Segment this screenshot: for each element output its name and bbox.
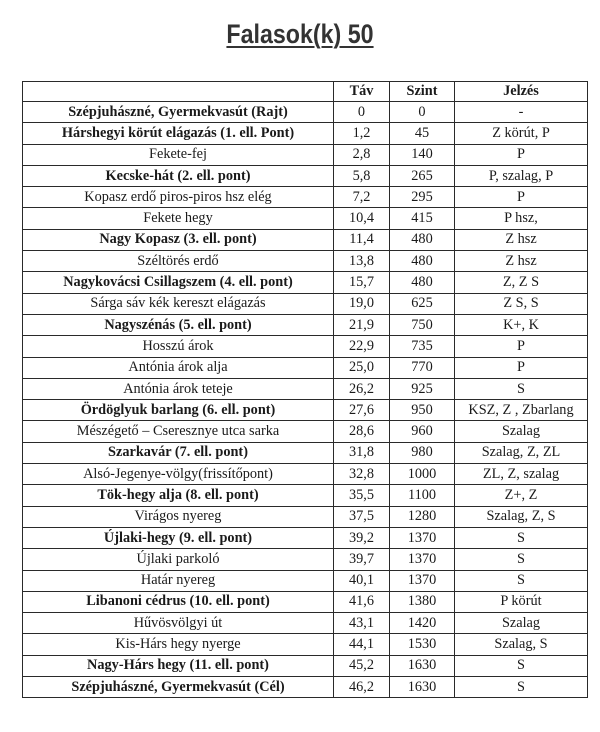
table-row xyxy=(23,378,588,399)
trail-marking-cell: P körút xyxy=(455,591,588,612)
checkpoint-name-cell: Antónia árok teteje xyxy=(23,378,334,399)
trail-marking-cell: S xyxy=(455,677,588,698)
distance-cell: 5,8 xyxy=(334,165,390,186)
checkpoint-name-cell: Antónia árok alja xyxy=(23,357,334,378)
table-row xyxy=(23,400,588,421)
table-row xyxy=(23,272,588,293)
elevation-cell: 140 xyxy=(390,144,455,165)
distance-cell: 2,8 xyxy=(334,144,390,165)
trail-marking-cell: Z hsz xyxy=(455,251,588,272)
trail-marking-cell: P xyxy=(455,336,588,357)
checkpoint-name-cell: Libanoni cédrus (10. ell. pont) xyxy=(23,591,334,612)
elevation-cell: 980 xyxy=(390,442,455,463)
checkpoint-name-cell: Kis-Hárs hegy nyerge xyxy=(23,634,334,655)
trail-marking-cell: Szalag, Z, ZL xyxy=(455,442,588,463)
distance-cell: 7,2 xyxy=(334,187,390,208)
checkpoint-name-cell: Hárshegyi körút elágazás (1. ell. Pont) xyxy=(23,123,334,144)
trail-marking-cell: Z hsz xyxy=(455,229,588,250)
elevation-cell: 1530 xyxy=(390,634,455,655)
table-row xyxy=(23,485,588,506)
route-table xyxy=(22,81,588,698)
checkpoint-name-cell: Tök-hegy alja (8. ell. pont) xyxy=(23,485,334,506)
elevation-cell: 950 xyxy=(390,400,455,421)
table-row xyxy=(23,102,588,123)
elevation-cell: 480 xyxy=(390,272,455,293)
distance-cell: 43,1 xyxy=(334,613,390,634)
distance-cell: 32,8 xyxy=(334,464,390,485)
distance-cell: 35,5 xyxy=(334,485,390,506)
elevation-cell: 1380 xyxy=(390,591,455,612)
checkpoint-name-cell: Nagy-Hárs hegy (11. ell. pont) xyxy=(23,655,334,676)
trail-marking-cell: Z körút, P xyxy=(455,123,588,144)
table-header-row xyxy=(23,82,588,102)
header-trail-marking: Jelzés xyxy=(455,82,588,102)
table-row xyxy=(23,677,588,698)
table-row xyxy=(23,613,588,634)
distance-cell: 0 xyxy=(334,102,390,123)
table-row xyxy=(23,208,588,229)
distance-cell: 13,8 xyxy=(334,251,390,272)
distance-cell: 37,5 xyxy=(334,506,390,527)
elevation-cell: 960 xyxy=(390,421,455,442)
checkpoint-name-cell: Hűvösvölgyi út xyxy=(23,613,334,634)
elevation-cell: 1370 xyxy=(390,549,455,570)
table-row xyxy=(23,144,588,165)
header-distance: Táv xyxy=(334,82,390,102)
elevation-cell: 1370 xyxy=(390,527,455,548)
distance-cell: 31,8 xyxy=(334,442,390,463)
trail-marking-cell: Z+, Z xyxy=(455,485,588,506)
elevation-cell: 480 xyxy=(390,229,455,250)
elevation-cell: 1100 xyxy=(390,485,455,506)
checkpoint-name-cell: Szarkavár (7. ell. pont) xyxy=(23,442,334,463)
trail-marking-cell: ZL, Z, szalag xyxy=(455,464,588,485)
trail-marking-cell: S xyxy=(455,378,588,399)
table-row xyxy=(23,123,588,144)
distance-cell: 28,6 xyxy=(334,421,390,442)
elevation-cell: 1370 xyxy=(390,570,455,591)
trail-marking-cell: Szalag, Z, S xyxy=(455,506,588,527)
distance-cell: 40,1 xyxy=(334,570,390,591)
checkpoint-name-cell: Alsó-Jegenye-völgy(frissítőpont) xyxy=(23,464,334,485)
checkpoint-name-cell: Nagy Kopasz (3. ell. pont) xyxy=(23,229,334,250)
checkpoint-name-cell: Fekete hegy xyxy=(23,208,334,229)
table-row xyxy=(23,506,588,527)
trail-marking-cell: Z, Z S xyxy=(455,272,588,293)
elevation-cell: 625 xyxy=(390,293,455,314)
trail-marking-cell: S xyxy=(455,655,588,676)
header-elevation: Szint xyxy=(390,82,455,102)
trail-marking-cell: P hsz, xyxy=(455,208,588,229)
document-title-text: Falasok(k) 50 xyxy=(226,19,374,49)
elevation-cell: 735 xyxy=(390,336,455,357)
trail-marking-cell: P xyxy=(455,357,588,378)
trail-marking-cell: S xyxy=(455,549,588,570)
trail-marking-cell: - xyxy=(455,102,588,123)
checkpoint-name-cell: Szépjuhászné, Gyermekvasút (Cél) xyxy=(23,677,334,698)
distance-cell: 41,6 xyxy=(334,591,390,612)
elevation-cell: 415 xyxy=(390,208,455,229)
trail-marking-cell: Szalag, S xyxy=(455,634,588,655)
elevation-cell: 750 xyxy=(390,314,455,335)
checkpoint-name-cell: Nagyszénás (5. ell. pont) xyxy=(23,314,334,335)
distance-cell: 46,2 xyxy=(334,677,390,698)
elevation-cell: 265 xyxy=(390,165,455,186)
table-row xyxy=(23,187,588,208)
elevation-cell: 45 xyxy=(390,123,455,144)
elevation-cell: 925 xyxy=(390,378,455,399)
checkpoint-name-cell: Újlaki parkoló xyxy=(23,549,334,570)
trail-marking-cell: Szalag xyxy=(455,613,588,634)
elevation-cell: 1420 xyxy=(390,613,455,634)
checkpoint-name-cell: Kecske-hát (2. ell. pont) xyxy=(23,165,334,186)
distance-cell: 10,4 xyxy=(334,208,390,229)
header-checkpoint-name xyxy=(23,82,334,102)
table-row xyxy=(23,591,588,612)
table-row xyxy=(23,165,588,186)
elevation-cell: 1630 xyxy=(390,677,455,698)
table-row xyxy=(23,527,588,548)
table-row xyxy=(23,464,588,485)
document-title xyxy=(42,18,558,50)
trail-marking-cell: Z S, S xyxy=(455,293,588,314)
table-row xyxy=(23,634,588,655)
table-row xyxy=(23,293,588,314)
table-row xyxy=(23,655,588,676)
checkpoint-name-cell: Sárga sáv kék kereszt elágazás xyxy=(23,293,334,314)
checkpoint-name-cell: Újlaki-hegy (9. ell. pont) xyxy=(23,527,334,548)
distance-cell: 21,9 xyxy=(334,314,390,335)
elevation-cell: 1280 xyxy=(390,506,455,527)
trail-marking-cell: S xyxy=(455,570,588,591)
distance-cell: 19,0 xyxy=(334,293,390,314)
distance-cell: 11,4 xyxy=(334,229,390,250)
checkpoint-name-cell: Széltörés erdő xyxy=(23,251,334,272)
trail-marking-cell: K+, K xyxy=(455,314,588,335)
table-row xyxy=(23,357,588,378)
distance-cell: 25,0 xyxy=(334,357,390,378)
trail-marking-cell: P xyxy=(455,187,588,208)
checkpoint-name-cell: Ördöglyuk barlang (6. ell. pont) xyxy=(23,400,334,421)
table-row xyxy=(23,314,588,335)
elevation-cell: 480 xyxy=(390,251,455,272)
distance-cell: 1,2 xyxy=(334,123,390,144)
checkpoint-name-cell: Hosszú árok xyxy=(23,336,334,357)
checkpoint-name-cell: Nagykovácsi Csillagszem (4. ell. pont) xyxy=(23,272,334,293)
elevation-cell: 1630 xyxy=(390,655,455,676)
checkpoint-name-cell: Határ nyereg xyxy=(23,570,334,591)
checkpoint-name-cell: Szépjuhászné, Gyermekvasút (Rajt) xyxy=(23,102,334,123)
elevation-cell: 295 xyxy=(390,187,455,208)
distance-cell: 45,2 xyxy=(334,655,390,676)
table-row xyxy=(23,421,588,442)
elevation-cell: 1000 xyxy=(390,464,455,485)
distance-cell: 39,7 xyxy=(334,549,390,570)
elevation-cell: 770 xyxy=(390,357,455,378)
checkpoint-name-cell: Virágos nyereg xyxy=(23,506,334,527)
elevation-cell: 0 xyxy=(390,102,455,123)
table-row xyxy=(23,229,588,250)
trail-marking-cell: Szalag xyxy=(455,421,588,442)
table-row xyxy=(23,570,588,591)
table-row xyxy=(23,549,588,570)
checkpoint-name-cell: Kopasz erdő piros-piros hsz elég xyxy=(23,187,334,208)
distance-cell: 15,7 xyxy=(334,272,390,293)
trail-marking-cell: P xyxy=(455,144,588,165)
route-table-body xyxy=(23,102,588,698)
distance-cell: 39,2 xyxy=(334,527,390,548)
table-row xyxy=(23,336,588,357)
distance-cell: 26,2 xyxy=(334,378,390,399)
distance-cell: 44,1 xyxy=(334,634,390,655)
trail-marking-cell: S xyxy=(455,527,588,548)
checkpoint-name-cell: Fekete-fej xyxy=(23,144,334,165)
table-row xyxy=(23,251,588,272)
trail-marking-cell: P, szalag, P xyxy=(455,165,588,186)
checkpoint-name-cell: Mészégető – Cseresznye utca sarka xyxy=(23,421,334,442)
trail-marking-cell: KSZ, Z , Zbarlang xyxy=(455,400,588,421)
distance-cell: 22,9 xyxy=(334,336,390,357)
table-row xyxy=(23,442,588,463)
distance-cell: 27,6 xyxy=(334,400,390,421)
